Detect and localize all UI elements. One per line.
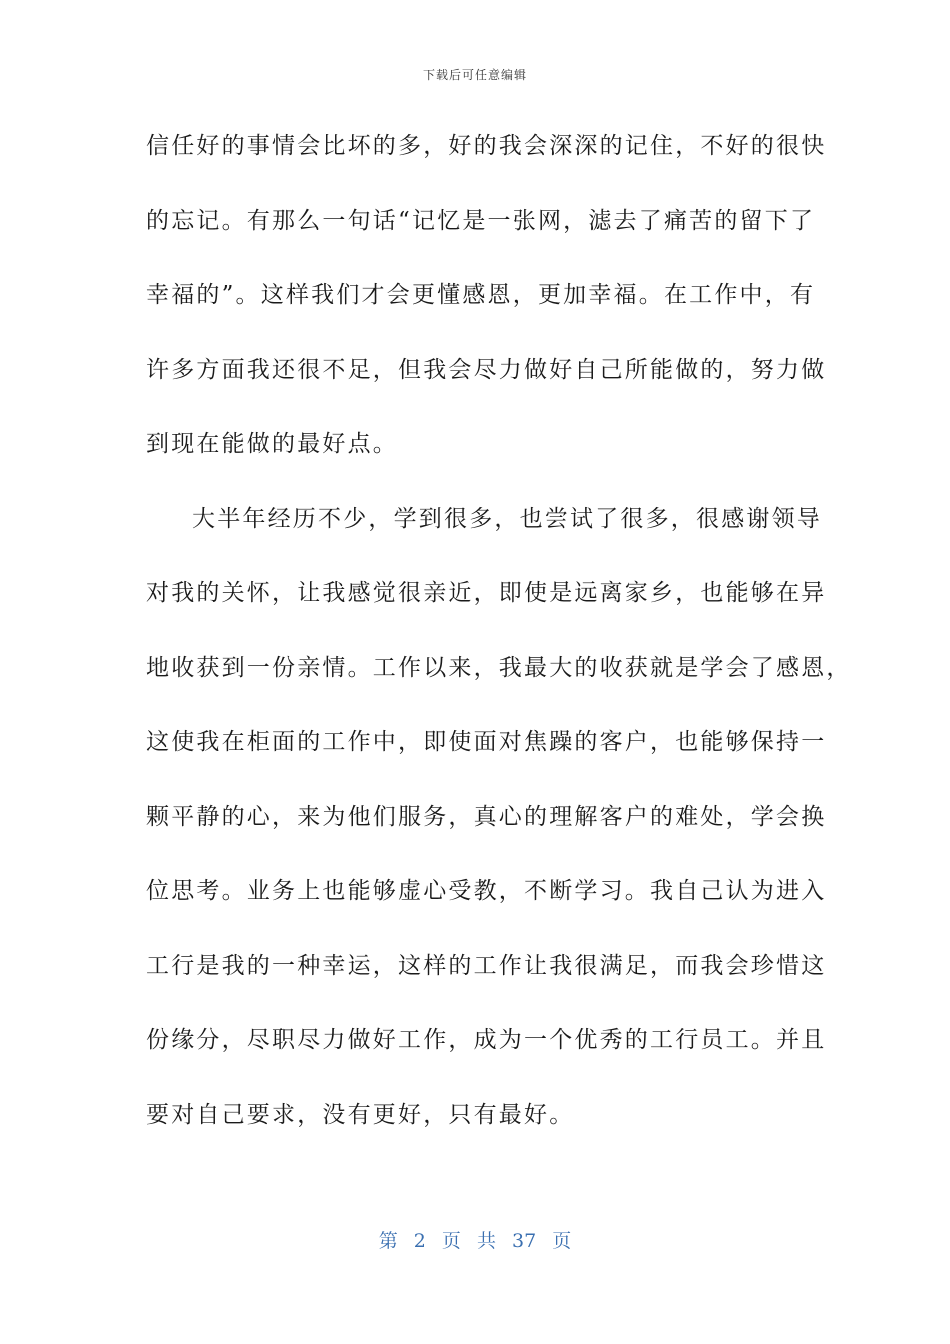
text-line: 份缘分，尽职尽力做好工作，成为一个优秀的工行员工。并且 — [146, 1027, 827, 1053]
text-line: 地收获到一份亲情。工作以来，我最大的收获就是学会了感恩， — [146, 654, 852, 681]
paragraph-first-line: 大半年经历不少，学到很多，也尝试了很多，很感谢领导 — [192, 505, 822, 532]
text-line: 许多方面我还很不足，但我会尽力做好自己所能做的，努力做 — [146, 356, 827, 383]
text-line: 信任好的事情会比坏的多，好的我会深深的记住，不好的很快 — [146, 133, 827, 159]
document-body — [146, 120, 852, 1163]
text-line: 位思考。业务上也能够虚心受教，不断学习。我自己认为进入 — [146, 878, 827, 904]
text-line: 要对自己要求，没有更好，只有最好。 — [146, 1101, 575, 1128]
header-note: 下载后可任意编辑 — [422, 68, 527, 82]
text-line: 到现在能做的最好点。 — [146, 431, 398, 457]
text-line: 颗平静的心，来为他们服务，真心的理解客户的难处，学会换 — [146, 803, 827, 830]
text-line: 对我的关怀，让我感觉很亲近，即使是远离家乡，也能够在异 — [146, 580, 827, 606]
text-line: 的忘记。有那么一句话“记忆是一张网，滤去了痛苦的留下了 — [146, 207, 816, 234]
text-line: 工行是我的一种幸运，这样的工作让我很满足，而我会珍惜这 — [146, 952, 827, 979]
text-line: 这使我在柜面的工作中，即使面对焦躁的客户，也能够保持一 — [146, 729, 827, 755]
page-number-footer: 第 2 页 共 37 页 — [378, 1230, 572, 1252]
text-line: 幸福的”。这样我们才会更懂感恩，更加幸福。在工作中，有 — [146, 282, 816, 308]
